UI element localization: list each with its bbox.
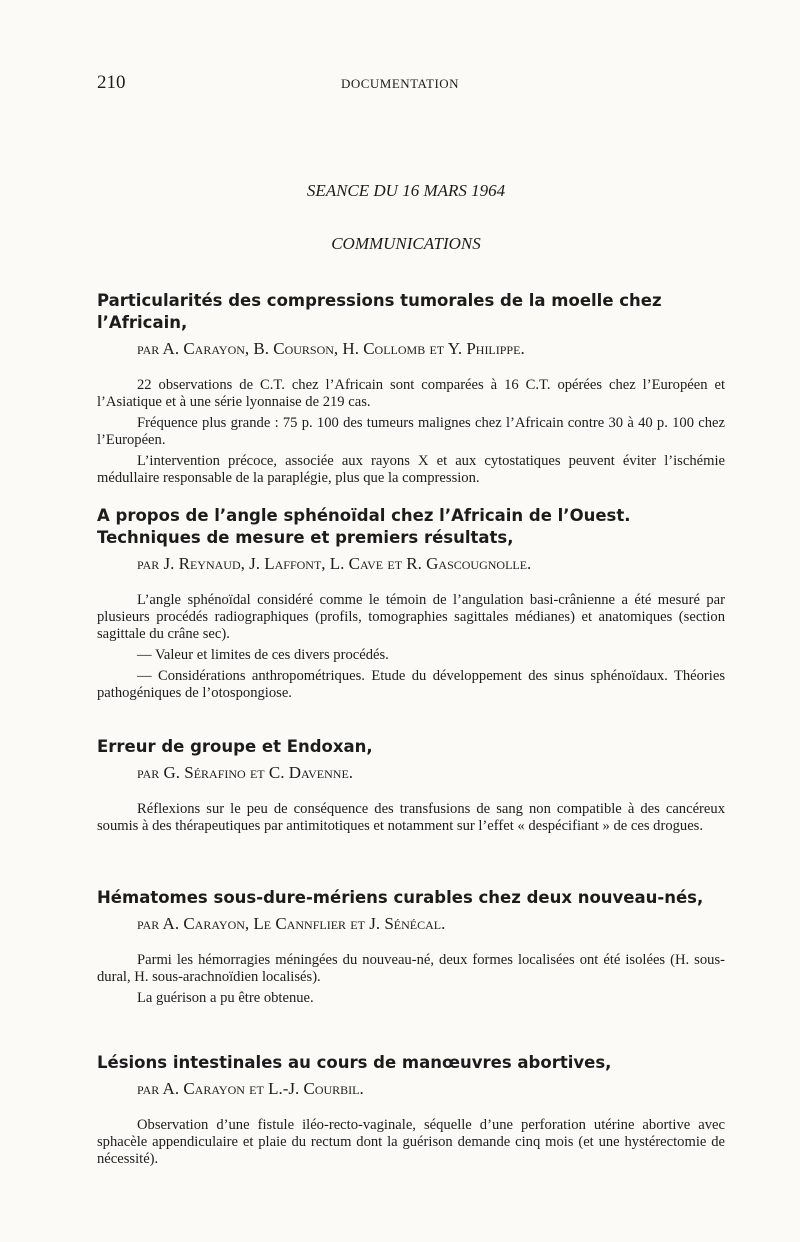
- article-2: [97, 505, 725, 706]
- article-title: Particularités des compressions tumorales de la moelle chez l’Africain,: [97, 291, 662, 332]
- article-authors: par A. Carayon, Le Cannflier et J. Sénécal.: [137, 914, 446, 933]
- article-4: [97, 887, 725, 1011]
- session-title: SEANCE DU 16 MARS 1964: [306, 181, 506, 200]
- article-abstract: [97, 592, 725, 702]
- article-title: Hématomes sous-dure-mériens curables chez deux nouveau-nés,: [97, 888, 704, 907]
- article-authors: par G. Sérafino et C. Davenne.: [137, 763, 354, 782]
- article-title: Erreur de groupe et Endoxan,: [97, 737, 373, 756]
- abstract-paragraph: — Valeur et limites de ces divers procédés.: [137, 647, 389, 663]
- abstract-paragraph: — Considérations anthropométriques. Etude du développement des sinus sphénoïdaux. Théories pathogéniques de l’otospongiose.: [97, 668, 725, 701]
- abstract-paragraph: 22 observations de C.T. chez l’Africain sont comparées à 16 C.T. opérées chez l’Européen et l’Asiatique et à une série lyonnaise de 219 cas.: [97, 377, 725, 410]
- abstract-paragraph: L’angle sphénoïdal considéré comme le témoin de l’angulation basi-crânienne a été mesuré par plusieurs procédés radiographiques (profils, tomographies sagittales médianes) et anatomiques (section sagittale du crâne sec).: [97, 592, 725, 642]
- page-number: 210: [97, 72, 126, 93]
- abstract-paragraph: Observation d’une fistule iléo-recto-vaginale, séquelle d’une perforation utérine abortive avec sphacèle appendiculaire et plaie du rectum dont la guérison demande cinq mois (et une hystérectomie de nécessité).: [97, 1117, 725, 1167]
- abstract-paragraph: La guérison a pu être obtenue.: [137, 990, 314, 1006]
- running-title: DOCUMENTATION: [340, 76, 460, 91]
- abstract-paragraph: Fréquence plus grande : 75 p. 100 des tumeurs malignes chez l’Africain contre 30 à 40 p. 100 chez l’Européen.: [97, 415, 725, 448]
- article-abstract: [97, 1117, 725, 1168]
- abstract-paragraph: Parmi les hémorragies méningées du nouveau-né, deux formes localisées ont été isolées (H. sous-dural, H. sous-arachnoïdien localisés).: [97, 952, 725, 985]
- article-title: Lésions intestinales au cours de manœuvres abortives,: [97, 1053, 612, 1072]
- section-title: COMMUNICATIONS: [331, 234, 481, 253]
- article-authors: par J. Reynaud, J. Laffont, L. Cave et R. Gascougnolle.: [137, 554, 532, 573]
- abstract-paragraph: L’intervention précoce, associée aux rayons X et aux cytostatiques peuvent éviter l’ischémie médullaire responsable de la paraplégie, plus que la compression.: [97, 453, 725, 486]
- article-1: [97, 290, 725, 491]
- article-5: [97, 1052, 725, 1172]
- article-authors: par A. Carayon, B. Courson, H. Collomb et Y. Philippe.: [137, 339, 525, 358]
- article-abstract: [97, 952, 725, 1007]
- article-3: [97, 736, 725, 839]
- article-title: A propos de l’angle sphénoïdal chez l’Africain de l’Ouest. Techniques de mesure et premiers résultats,: [97, 506, 631, 547]
- abstract-paragraph: Réflexions sur le peu de conséquence des transfusions de sang non compatible à des cancéreux soumis à des thérapeutiques par antimitotiques et notamment sur l’effet « despécifiant » de ces drogues.: [97, 801, 725, 834]
- article-authors: par A. Carayon et L.-J. Courbil.: [137, 1079, 364, 1098]
- article-abstract: [97, 377, 725, 487]
- article-abstract: [97, 801, 725, 835]
